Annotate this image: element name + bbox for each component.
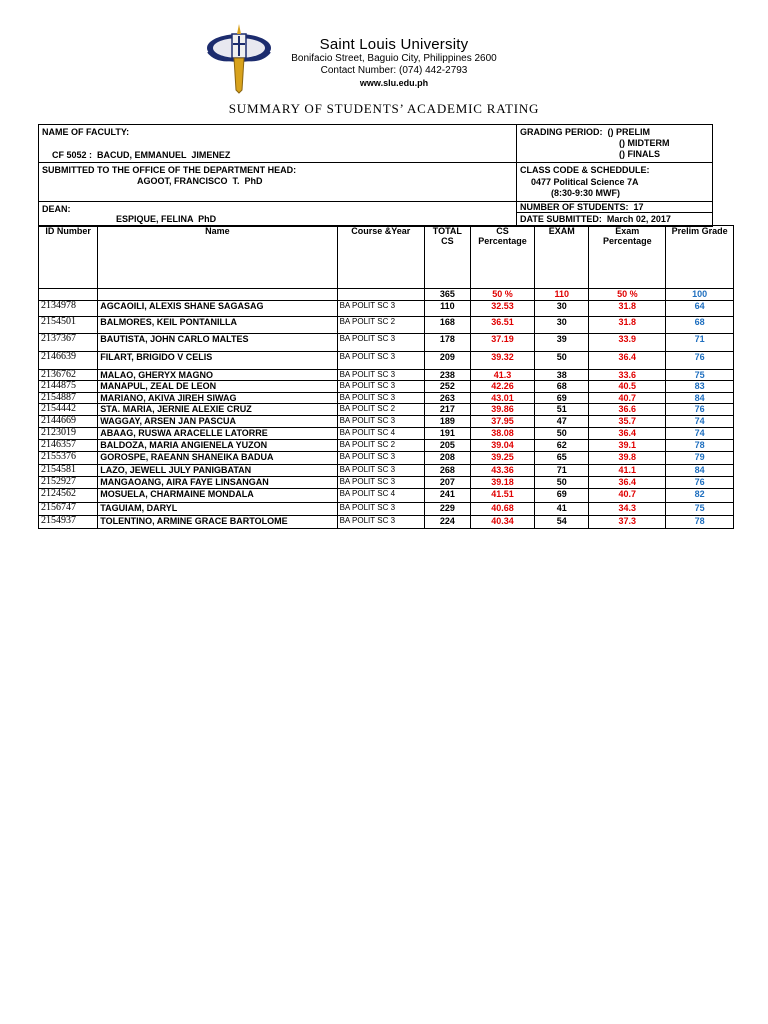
university-seal-logo bbox=[196, 22, 282, 94]
exam-percentage: 40.7 bbox=[589, 393, 666, 404]
student-name: MANAPUL, ZEAL DE LEON bbox=[98, 381, 337, 393]
exam-percentage: 34.3 bbox=[589, 503, 666, 516]
exam-percentage: 36.4 bbox=[589, 428, 666, 440]
course-year: BA POLIT SC 3 bbox=[337, 370, 424, 381]
course-year: BA POLIT SC 2 bbox=[337, 404, 424, 416]
prelim-grade: 74 bbox=[666, 428, 734, 440]
prelim-grade: 82 bbox=[666, 489, 734, 503]
exam-score: 38 bbox=[535, 370, 589, 381]
student-name: MANGAOANG, AIRA FAYE LINSANGAN bbox=[98, 477, 337, 489]
exam-percentage: 39.8 bbox=[589, 452, 666, 465]
course-year: BA POLIT SC 3 bbox=[337, 465, 424, 477]
student-id: 2154442 bbox=[39, 404, 98, 416]
exam-score: 68 bbox=[535, 381, 589, 393]
prelim-grade: 74 bbox=[666, 416, 734, 428]
exam-percentage: 40.7 bbox=[589, 489, 666, 503]
faculty-label: NAME OF FACULTY: bbox=[42, 127, 130, 137]
exam-percentage: 39.1 bbox=[589, 440, 666, 452]
student-id: 2154887 bbox=[39, 393, 98, 404]
course-year: BA POLIT SC 3 bbox=[337, 301, 424, 317]
exam-percentage: 40.5 bbox=[589, 381, 666, 393]
student-id: 2156747 bbox=[39, 503, 98, 516]
prelim-grade: 78 bbox=[666, 440, 734, 452]
prelim-grade: 79 bbox=[666, 452, 734, 465]
submitted-label: SUBMITTED TO THE OFFICE OF THE DEPARTMENT HEAD: bbox=[42, 165, 297, 175]
course-year: BA POLIT SC 3 bbox=[337, 381, 424, 393]
header-course: Course &Year bbox=[337, 226, 424, 289]
cs-percentage: 37.19 bbox=[470, 334, 535, 352]
prelim-grade: 76 bbox=[666, 477, 734, 489]
course-year: BA POLIT SC 4 bbox=[337, 428, 424, 440]
prelim-grade: 75 bbox=[666, 370, 734, 381]
date-submitted: DATE SUBMITTED: March 02, 2017 bbox=[520, 214, 671, 224]
max-exam-percentage: 50 % bbox=[589, 289, 666, 301]
info-divider bbox=[516, 125, 517, 226]
total-cs: 268 bbox=[424, 465, 470, 477]
exam-score: 51 bbox=[535, 404, 589, 416]
cs-percentage: 43.01 bbox=[470, 393, 535, 404]
max-values-row bbox=[39, 289, 734, 301]
course-year: BA POLIT SC 3 bbox=[337, 416, 424, 428]
total-cs: 209 bbox=[424, 352, 470, 370]
total-cs: 241 bbox=[424, 489, 470, 503]
cs-percentage: 42.26 bbox=[470, 381, 535, 393]
prelim-grade: 68 bbox=[666, 317, 734, 334]
total-cs: 208 bbox=[424, 452, 470, 465]
exam-score: 47 bbox=[535, 416, 589, 428]
cs-percentage: 39.86 bbox=[470, 404, 535, 416]
student-id: 2144875 bbox=[39, 381, 98, 393]
prelim-grade: 71 bbox=[666, 334, 734, 352]
info-block bbox=[38, 124, 713, 227]
exam-percentage: 31.8 bbox=[589, 317, 666, 334]
prelim-grade: 84 bbox=[666, 393, 734, 404]
total-cs: 224 bbox=[424, 516, 470, 529]
cs-percentage: 39.25 bbox=[470, 452, 535, 465]
exam-score: 39 bbox=[535, 334, 589, 352]
exam-score: 69 bbox=[535, 489, 589, 503]
table-row bbox=[39, 489, 734, 503]
table-row bbox=[39, 440, 734, 452]
total-cs: 263 bbox=[424, 393, 470, 404]
max-exam: 110 bbox=[535, 289, 589, 301]
cs-percentage: 40.68 bbox=[470, 503, 535, 516]
website: www.slu.edu.ph bbox=[359, 78, 429, 88]
student-id: 2136762 bbox=[39, 370, 98, 381]
exam-score: 50 bbox=[535, 352, 589, 370]
total-cs: 252 bbox=[424, 381, 470, 393]
header-prelim-grade: Prelim Grade bbox=[666, 226, 734, 289]
student-id: 2146639 bbox=[39, 352, 98, 370]
total-cs: 207 bbox=[424, 477, 470, 489]
info-row-divider bbox=[39, 162, 712, 163]
student-id: 2144669 bbox=[39, 416, 98, 428]
exam-score: 30 bbox=[535, 301, 589, 317]
exam-percentage: 33.9 bbox=[589, 334, 666, 352]
exam-percentage: 33.6 bbox=[589, 370, 666, 381]
student-name: MALAO, GHERYX MAGNO bbox=[98, 370, 337, 381]
header-cs-percentage: CS Percentage bbox=[470, 226, 535, 289]
number-of-students: NUMBER OF STUDENTS: 17 bbox=[520, 202, 644, 212]
total-cs: 217 bbox=[424, 404, 470, 416]
student-name: WAGGAY, ARSEN JAN PASCUA bbox=[98, 416, 337, 428]
dean-label: DEAN: bbox=[42, 204, 71, 214]
exam-percentage: 37.3 bbox=[589, 516, 666, 529]
table-row bbox=[39, 381, 734, 393]
student-name: STA. MARIA, JERNIE ALEXIE CRUZ bbox=[98, 404, 337, 416]
table-row bbox=[39, 516, 734, 529]
info-row-divider bbox=[516, 212, 712, 213]
class-code-value: 0477 Political Science 7A bbox=[531, 177, 639, 187]
table-row bbox=[39, 503, 734, 516]
max-prelim-grade: 100 bbox=[666, 289, 734, 301]
grading-midterm: () MIDTERM bbox=[619, 138, 670, 148]
student-name: FILART, BRIGIDO V CELIS bbox=[98, 352, 337, 370]
cs-percentage: 41.3 bbox=[470, 370, 535, 381]
course-year: BA POLIT SC 3 bbox=[337, 477, 424, 489]
table-row bbox=[39, 452, 734, 465]
header-name: Name bbox=[98, 226, 337, 289]
cs-percentage: 32.53 bbox=[470, 301, 535, 317]
student-name: BALDOZA, MARIA ANGIENELA YUZON bbox=[98, 440, 337, 452]
max-empty-cell bbox=[337, 289, 424, 301]
exam-score: 69 bbox=[535, 393, 589, 404]
table-row bbox=[39, 370, 734, 381]
table-row bbox=[39, 393, 734, 404]
prelim-grade: 75 bbox=[666, 503, 734, 516]
exam-score: 30 bbox=[535, 317, 589, 334]
cs-percentage: 39.32 bbox=[470, 352, 535, 370]
table-row bbox=[39, 465, 734, 477]
student-name: TAGUIAM, DARYL bbox=[98, 503, 337, 516]
prelim-grade: 64 bbox=[666, 301, 734, 317]
student-name: ABAAG, RUSWA ARACELLE LATORRE bbox=[98, 428, 337, 440]
course-year: BA POLIT SC 3 bbox=[337, 334, 424, 352]
university-address: Bonifacio Street, Baguio City, Philippines 2600 bbox=[291, 53, 497, 64]
header-total-cs: TOTAL CS bbox=[424, 226, 470, 289]
course-year: BA POLIT SC 3 bbox=[337, 352, 424, 370]
student-name: MARIANO, AKIVA JIREH SIWAG bbox=[98, 393, 337, 404]
exam-score: 50 bbox=[535, 477, 589, 489]
student-id: 2146357 bbox=[39, 440, 98, 452]
prelim-grade: 83 bbox=[666, 381, 734, 393]
total-cs: 189 bbox=[424, 416, 470, 428]
exam-percentage: 35.7 bbox=[589, 416, 666, 428]
cs-percentage: 41.51 bbox=[470, 489, 535, 503]
student-id: 2155376 bbox=[39, 452, 98, 465]
student-name: LAZO, JEWELL JULY PANIGBATAN bbox=[98, 465, 337, 477]
student-name: AGCAOILI, ALEXIS SHANE SAGASAG bbox=[98, 301, 337, 317]
header-id: ID Number bbox=[39, 226, 98, 289]
cs-percentage: 43.36 bbox=[470, 465, 535, 477]
exam-percentage: 36.4 bbox=[589, 352, 666, 370]
exam-percentage: 31.8 bbox=[589, 301, 666, 317]
prelim-grade: 76 bbox=[666, 404, 734, 416]
student-name: GOROSPE, RAEANN SHANEIKA BADUA bbox=[98, 452, 337, 465]
student-id: 2124562 bbox=[39, 489, 98, 503]
table-row bbox=[39, 428, 734, 440]
exam-percentage: 41.1 bbox=[589, 465, 666, 477]
grading-finals: () FINALS bbox=[619, 149, 660, 159]
total-cs: 229 bbox=[424, 503, 470, 516]
table-row bbox=[39, 334, 734, 352]
table-header-row bbox=[39, 226, 734, 289]
cs-percentage: 39.18 bbox=[470, 477, 535, 489]
dean-value: ESPIQUE, FELINA PhD bbox=[116, 214, 217, 224]
student-id: 2154937 bbox=[39, 516, 98, 529]
cs-percentage: 39.04 bbox=[470, 440, 535, 452]
exam-score: 71 bbox=[535, 465, 589, 477]
max-empty-cell bbox=[98, 289, 337, 301]
exam-score: 41 bbox=[535, 503, 589, 516]
table-row bbox=[39, 416, 734, 428]
student-name: TOLENTINO, ARMINE GRACE BARTOLOME bbox=[98, 516, 337, 529]
student-id: 2137367 bbox=[39, 334, 98, 352]
student-id: 2154501 bbox=[39, 317, 98, 334]
exam-score: 62 bbox=[535, 440, 589, 452]
table-row bbox=[39, 352, 734, 370]
class-code-label: CLASS CODE & SCHEDDULE: bbox=[520, 165, 650, 175]
contact-number: Contact Number: (074) 442-2793 bbox=[320, 65, 468, 76]
course-year: BA POLIT SC 3 bbox=[337, 452, 424, 465]
grading-period-label: GRADING PERIOD: () PRELIM bbox=[520, 127, 650, 137]
faculty-value: CF 5052 : BACUD, EMMANUEL JIMENEZ bbox=[52, 150, 231, 160]
student-name: MOSUELA, CHARMAINE MONDALA bbox=[98, 489, 337, 503]
course-year: BA POLIT SC 3 bbox=[337, 393, 424, 404]
student-id: 2154581 bbox=[39, 465, 98, 477]
course-year: BA POLIT SC 2 bbox=[337, 317, 424, 334]
submitted-value: AGOOT, FRANCISCO T. PhD bbox=[137, 176, 263, 186]
letterhead bbox=[284, 36, 504, 89]
table-row bbox=[39, 317, 734, 334]
max-cs-percentage: 50 % bbox=[470, 289, 535, 301]
total-cs: 205 bbox=[424, 440, 470, 452]
document-title: SUMMARY OF STUDENTS’ ACADEMIC RATING bbox=[228, 101, 540, 116]
max-total-cs: 365 bbox=[424, 289, 470, 301]
header-exam: EXAM bbox=[535, 226, 589, 289]
table-row bbox=[39, 404, 734, 416]
exam-score: 65 bbox=[535, 452, 589, 465]
course-year: BA POLIT SC 4 bbox=[337, 489, 424, 503]
table-row bbox=[39, 301, 734, 317]
ratings-table bbox=[38, 225, 734, 529]
course-year: BA POLIT SC 3 bbox=[337, 516, 424, 529]
cs-percentage: 40.34 bbox=[470, 516, 535, 529]
exam-score: 54 bbox=[535, 516, 589, 529]
course-year: BA POLIT SC 2 bbox=[337, 440, 424, 452]
total-cs: 168 bbox=[424, 317, 470, 334]
table-body bbox=[39, 301, 734, 529]
student-id: 2152927 bbox=[39, 477, 98, 489]
exam-percentage: 36.4 bbox=[589, 477, 666, 489]
class-schedule: (8:30-9:30 MWF) bbox=[551, 188, 621, 198]
total-cs: 178 bbox=[424, 334, 470, 352]
cs-percentage: 36.51 bbox=[470, 317, 535, 334]
prelim-grade: 84 bbox=[666, 465, 734, 477]
student-id: 2123019 bbox=[39, 428, 98, 440]
student-name: BAUTISTA, JOHN CARLO MALTES bbox=[98, 334, 337, 352]
exam-score: 50 bbox=[535, 428, 589, 440]
max-empty-cell bbox=[39, 289, 98, 301]
exam-percentage: 36.6 bbox=[589, 404, 666, 416]
course-year: BA POLIT SC 3 bbox=[337, 503, 424, 516]
student-id: 2134978 bbox=[39, 301, 98, 317]
total-cs: 110 bbox=[424, 301, 470, 317]
prelim-grade: 76 bbox=[666, 352, 734, 370]
prelim-grade: 78 bbox=[666, 516, 734, 529]
cs-percentage: 37.95 bbox=[470, 416, 535, 428]
header-exam-percentage: Exam Percentage bbox=[589, 226, 666, 289]
table-row bbox=[39, 477, 734, 489]
student-name: BALMORES, KEIL PONTANILLA bbox=[98, 317, 337, 334]
university-name: Saint Louis University bbox=[319, 36, 469, 53]
cs-percentage: 38.08 bbox=[470, 428, 535, 440]
total-cs: 238 bbox=[424, 370, 470, 381]
total-cs: 191 bbox=[424, 428, 470, 440]
